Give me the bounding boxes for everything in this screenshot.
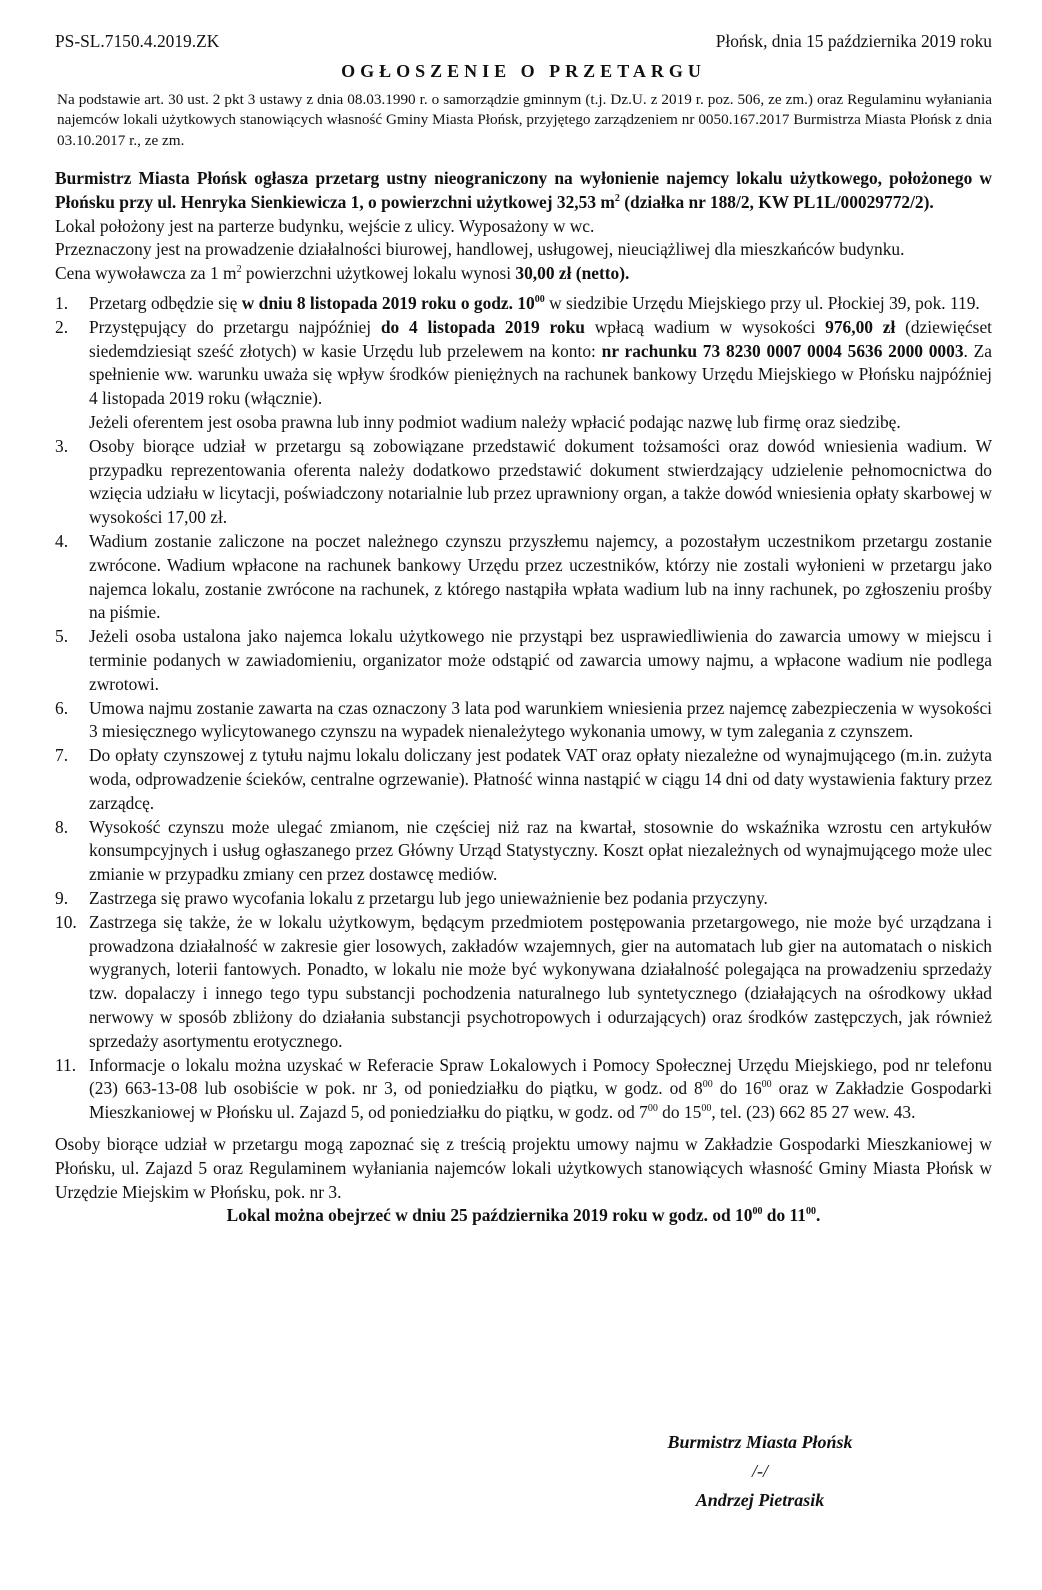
condition-item: 6. Umowa najmu zostanie zawarta na czas oznaczony 3 lata pod warunkiem wniesienia przez najemcę zabezpieczenia w wysokości 3 miesięcznego wylicytowanego czynszu na wypadek nienależytego wykonania umowy, w tym zalegania z czynszem. (55, 697, 992, 742)
signatory-name: Andrzej Pietrasik (695, 1490, 825, 1510)
viewing-date: Lokal można obejrzeć w dniu 25 października 2019 roku w godz. od $10^{00}$ do $11^{00}$. (226, 1205, 821, 1226)
lead-statement: Burmistrz Miasta Płońsk ogłasza przetarg ustny nieograniczony na wyłonienie najemcy lokalu użytkowego, położonego w Płońsku przy ul. Henryka Sienkiewicza 1, o powierzchni użytkowej 32,53 $m^2$ (działka nr 188/2, KW PL1L/00029772/2). (55, 168, 992, 212)
legal-basis: Na podstawie art. 30 ust. 2 pkt 3 ustawy z dnia 08.03.1990 r. o samorządzie gminnym (t.j. Dz.U. z 2019 r. poz. 506, ze zm.) oraz Regulaminu wyłaniania najemców lokali użytkowych stanowiących własność Gminy Miasta Płońsk, przyjętego zarządzeniem nr 0050.167.2017 Burmistrza Miasta Płońsk z dnia 03.10.2017 r., ze zm. (57, 90, 992, 149)
location-description: Lokal położony jest na parterze budynku, wejście z ulicy. Wyposażony w wc. (55, 215, 595, 236)
place-date: Płońsk, dnia 15 października 2019 roku (715, 31, 992, 51)
header-line (55, 30, 992, 54)
conditions-list (55, 292, 992, 1125)
condition-item: 8. Wysokość czynszu może ulegać zmianom, nie częściej niż raz na kwartał, stosownie do wskaźnika wzrostu cen artykułów konsumpcyjnych i usług ogłaszanego przez Główny Urząd Statystyczny. Koszt opłat niezależnych od wynajmującego może ulec zmianie w przypadku zmiany cen przez dostawcę mediów. (55, 816, 992, 885)
condition-item: 7. Do opłaty czynszowej z tytułu najmu lokalu doliczany jest podatek VAT oraz opłaty niezależne od wynajmującego (m.in. zużyta woda, odprowadzenie ścieków, centralne ogrzewanie). Płatność winna nastąpić w ciągu 14 dni od daty wystawienia faktury przez zarządcę. (55, 745, 992, 813)
closing-paragraph: Osoby biorące udział w przetargu mogą zapoznać się z treścią projektu umowy najmu w Zakładzie Gospodarki Mieszkaniowej w Płońsku, ul. Zajazd 5 oraz Regulaminem wyłaniania najemców lokali użytkowych stanowiących własność Gminy Miasta Płońsk w Urzędzie Miejskim w Płońsku, pok. nr 3. (55, 1133, 992, 1202)
condition-item: 9. Zastrzega się prawo wycofania lokalu z przetargu lub jego unieważnienie bez podania przyczyny. (55, 888, 768, 908)
signatory-role: Burmistrz Miasta Płońsk (667, 1432, 853, 1452)
condition-item: 3. Osoby biorące udział w przetargu są zobowiązane przedstawić dokument tożsamości oraz dowód wniesienia wadium. W przypadku reprezentowania oferenta należy dodatkowo przedstawić dokument stwierdzający udzielenie pełnomocnictwa do wzięcia udziału w licytacji, poświadczony notarialnie lub przez uprawniony organ, a także dowód wniesienia opłaty skarbowej w wysokości 17,00 zł. (55, 435, 992, 528)
condition-item: 2. Przystępujący do przetargu najpóźniej do 4 listopada 2019 roku wpłacą wadium w wysokości 976,00 zł (dziewięćset siedemdziesiąt sześć złotych) w kasie Urzędu lub przelewem na konto: nr rachunku 73 8230 0007 0004 5636 2000 0003. Za spełnienie ww. warunku uważa się wpływ środków pieniężnych na rachunek bankowy Urzędu Miejskiego w Płońsku najpóźniej 4 listopada 2019 roku (włącznie). Jeżeli oferentem jest osoba prawna lub inny podmiot wadium należy wpłacić podając nazwę lub firmę oraz siedzibę. (55, 316, 992, 433)
purpose-description: Przeznaczony jest na prowadzenie działalności biurowej, handlowej, usługowej, nieuciążliwej dla mieszkańców budynku. (55, 239, 905, 260)
signature-mark: /-/ (752, 1461, 768, 1481)
condition-item: 1. Przetarg odbędzie się w dniu 8 listopada 2019 roku o godz. $10^{00}$ w siedzibie Urzędu Miejskiego przy ul. Płockiej 39, pok. 119. (55, 293, 980, 314)
starting-price: Cena wywoławcza za 1 $m^2$ powierzchni użytkowej lokalu wynosi 30,00 zł (netto). (55, 263, 630, 284)
condition-item: 4. Wadium zostanie zaliczone na poczet należnego czynszu przyszłemu najemcy, a pozostałym uczestnikom przetargu zostanie zwrócone. Wadium wpłacone na rachunek bankowy Urzędu przez uczestników, którzy nie zostali wyłonieni w przetargu jako najemca lokalu, zostanie zwrócone na rachunek, z którego nastąpiła wpłata wadium lub na inny rachunek, po zgłoszeniu prośby na piśmie. (55, 531, 992, 623)
document-title: OGŁOSZENIE O PRZETARGU (341, 60, 706, 81)
reference-number: PS-SL.7150.4.2019.ZK (55, 31, 220, 51)
condition-item: 5. Jeżeli osoba ustalona jako najemca lokalu użytkowego nie przystąpi bez usprawiedliwienia do zawarcia umowy w miejscu i terminie podanych w zawiadomieniu, organizator może odstąpić od zawarcia umowy najmu, a wpłacone wadium nie podlega zwrotowi. (55, 626, 992, 694)
signature-block (590, 1428, 930, 1515)
condition-item: 10. Zastrzega się także, że w lokalu użytkowym, będącym przedmiotem postępowania przetargowego, nie może być urządzana i prowadzona działalność w zakresie gier losowych, zakładów wzajemnych, gier na automatach lub gier na automatach o niskich wygranych, loterii fantowych. Ponadto, w lokalu nie może być wykonywana działalność polegająca na prowadzeniu sprzedaży tzw. dopalaczy i innego tego typu substancji pochodzenia naturalnego lub syntetycznego (działających na ośrodkowy układ nerwowy w sposób zbliżony do działania substancji psychotropowych i odurzających) oraz środków zastępczych, jak również sprzedaży asortymentu erotycznego. (55, 911, 992, 1051)
condition-item: 11. Informacje o lokalu można uzyskać w Referacie Spraw Lokalowych i Pomocy Społecznej Urzędu Miejskiego, pod nr telefonu (23) 663-13-08 lub osobiście w pok. nr 3, od poniedziałku do piątku, w godz. od $8^{00}$ do $16^{00}$ oraz w Zakładzie Gospodarki Mieszkaniowej w Płońsku ul. Zajazd 5, od poniedziałku do piątku, w godz. od $7^{00}$ do $15^{00}$, tel. (23) 662 85 27 wew. 43. (55, 1054, 992, 1123)
